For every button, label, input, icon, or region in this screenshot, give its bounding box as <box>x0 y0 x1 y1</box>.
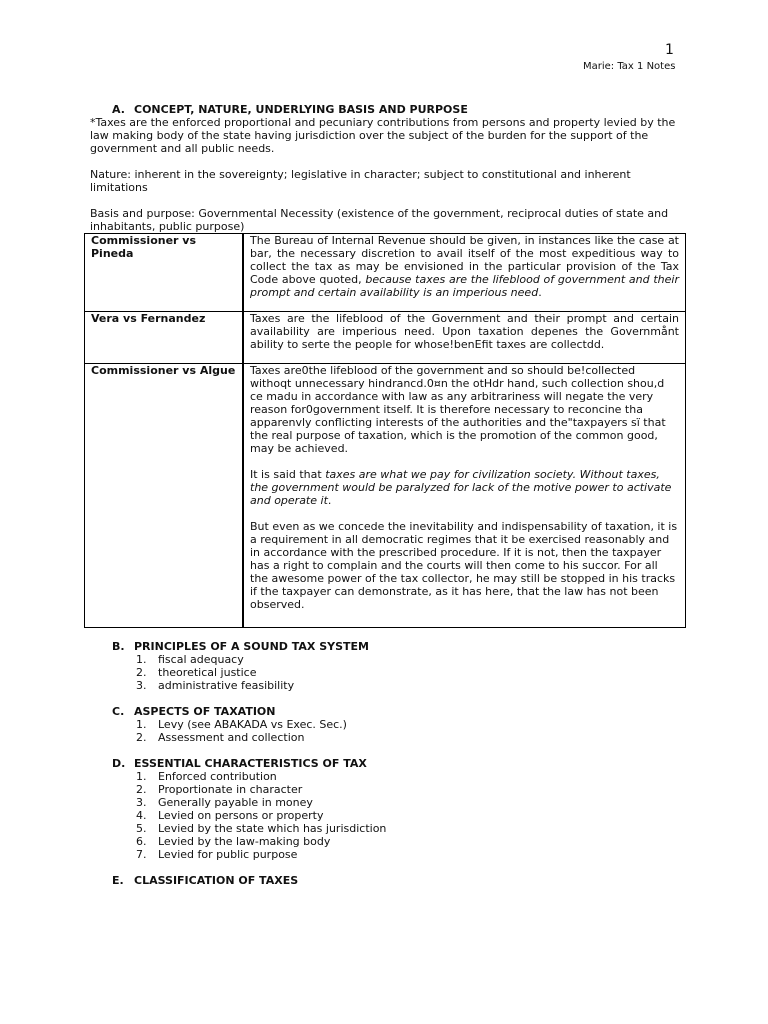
document-body <box>90 103 680 887</box>
tax-definition: *Taxes are the enforced proportional and pecuniary contributions from persons and property levied by the law making body of the state having jurisdiction over the subject of the burden for the support of the government and all public needs. <box>90 116 676 155</box>
case-summary: The Bureau of Internal Revenue should be given, in instances like the case at bar, the necessary discretion to avail itself of the most expeditious way to collect the tax as may be envisioned in the particular provision of the Tax Code above quoted, because taxes are the lifeblood of government and their prompt and certain availability is an imperious need. <box>243 234 686 312</box>
list-item: 2. Assessment and collection <box>136 731 305 744</box>
section-a-title: CONCEPT, NATURE, UNDERLYING BASIS AND PURPOSE <box>134 103 468 116</box>
case-summary <box>243 364 686 628</box>
list-item: 1. Enforced contribution <box>136 770 277 783</box>
section-a-letter: A. <box>112 103 125 116</box>
case-row <box>85 364 686 628</box>
nature-paragraph: Nature: inherent in the sovereignty; legislative in character; subject to constitutional and inherent limitations <box>90 168 631 194</box>
section-b-title: PRINCIPLES OF A SOUND TAX SYSTEM <box>134 640 369 653</box>
section-d-list <box>90 770 680 861</box>
list-item: 6. Levied by the law-making body <box>136 835 331 848</box>
case-paragraph: But even as we concede the inevitability and indispensability of taxation, it is a requirement in all democratic regimes that it be exercised reasonably and in accordance with the prescribed procedure. If it is not, then the taxpayer has a right to complain and the courts will then come to his succor. For all the awesome power of the tax collector, he may still be stopped in his tracks if the taxpayer can demonstrate, as it has here, that the law has not been observed. <box>250 520 678 611</box>
case-table <box>84 233 686 628</box>
section-e-title: CLASSIFICATION OF TAXES <box>134 874 299 887</box>
case-row <box>85 234 686 312</box>
case-name: Vera vs Fernandez <box>85 312 244 364</box>
list-item: 3. administrative feasibility <box>136 679 295 692</box>
case-paragraph: Taxes are0the lifeblood of the government and so should be!collected withoqt unnecessary hindrancd.0¤n the otHdr hand, such collection shou,d ce madu in accordance with law as any arbitrariness will negate the very reason for0government itself. It is therefore necessary to reconcine tha apparenvly conflicting interests of the authorities and the"taxpayers sï that the real purpose of taxation, which is the promotion of the common good, may be achieved. <box>250 364 666 455</box>
section-c-letter: C. <box>112 705 125 718</box>
list-item: 4. Levied on persons or property <box>136 809 324 822</box>
section-b-list <box>90 653 680 692</box>
section-b-letter: B. <box>112 640 125 653</box>
list-item: 3. Generally payable in money <box>136 796 313 809</box>
section-c-title: ASPECTS OF TAXATION <box>134 705 276 718</box>
section-d-letter: D. <box>112 757 126 770</box>
list-item: 1. Levy (see ABAKADA vs Exec. Sec.) <box>136 718 347 731</box>
case-paragraph: It is said that taxes are what we pay for civilization society. Without taxes, the government would be paralyzed for lack of the motive power to activate and operate it. <box>250 468 672 507</box>
case-name: Commissioner vs Pineda <box>85 234 244 312</box>
section-e-letter: E. <box>112 874 124 887</box>
section-c-heading <box>90 705 680 718</box>
basis-paragraph: Basis and purpose: Governmental Necessity (existence of the government, reciprocal duties of state and inhabitants, public purpose) <box>90 207 669 233</box>
list-item: 2. Proportionate in character <box>136 783 303 796</box>
page-number: 1 <box>665 42 674 58</box>
section-b-heading <box>90 640 680 653</box>
case-name: Commissioner vs Algue <box>85 364 244 628</box>
list-item: 5. Levied by the state which has jurisdiction <box>136 822 387 835</box>
case-row <box>85 312 686 364</box>
case-summary: Taxes are the lifeblood of the Government and their prompt and certain availability are imperious need. Upon taxation depenes the Governmånt ability to serte the people for whose!benEfit taxes are collectdd. <box>243 312 686 364</box>
section-d-title: ESSENTIAL CHARACTERISTICS OF TAX <box>134 757 367 770</box>
document-header: Marie: Tax 1 Notes <box>583 61 676 72</box>
list-item: 7. Levied for public purpose <box>136 848 298 861</box>
section-c-list <box>90 718 680 744</box>
section-a-heading <box>90 103 680 116</box>
section-e-heading <box>90 874 680 887</box>
list-item: 1. fiscal adequacy <box>136 653 244 666</box>
list-item: 2. theoretical justice <box>136 666 257 679</box>
section-d-heading <box>90 757 680 770</box>
